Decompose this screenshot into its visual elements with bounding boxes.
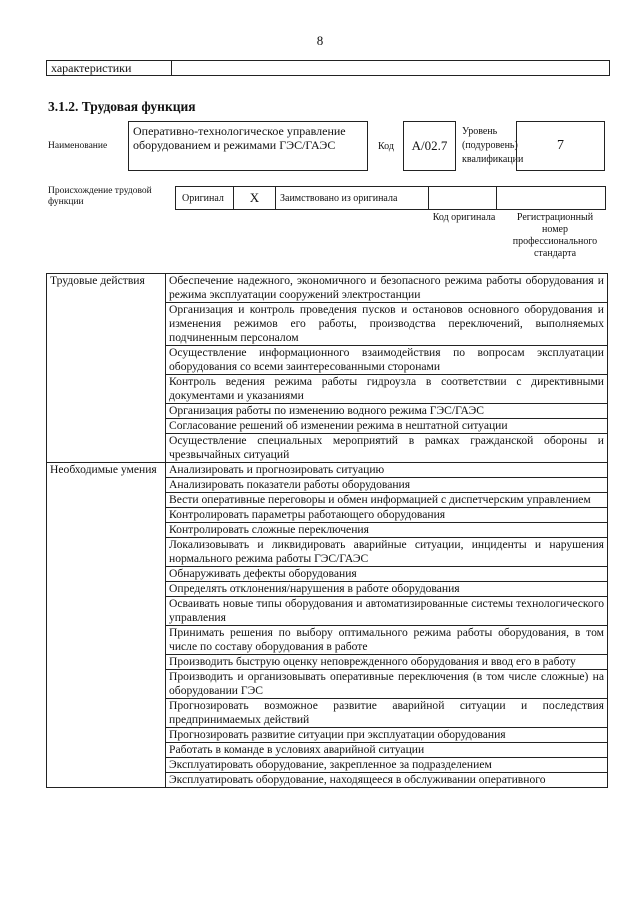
skill-item: Определять отклонения/нарушения в работе оборудования bbox=[166, 582, 608, 597]
original-label: Оригинал bbox=[176, 187, 234, 209]
function-details-table bbox=[46, 273, 608, 788]
code-original-sublabel: Код оригинала bbox=[432, 212, 496, 223]
registration-number-cell bbox=[497, 187, 605, 209]
original-code-cell bbox=[429, 187, 497, 209]
table-row bbox=[47, 463, 608, 478]
section-heading: 3.1.2. Трудовая функция bbox=[48, 99, 196, 114]
previous-table-stub bbox=[46, 60, 610, 76]
name-label: Наименование bbox=[48, 141, 108, 151]
skill-item: Локализовывать и ликвидировать аварийные ситуации, инциденты и нарушения нормального режима работы ГЭС/ГАЭС bbox=[166, 538, 608, 567]
skill-item: Производить и организовывать оперативные переключения (в том числе сложные) на оборудовании ГЭС bbox=[166, 670, 608, 699]
code-label: Код bbox=[378, 141, 394, 152]
origin-label: Происхождение трудовой функции bbox=[48, 186, 152, 207]
labor-action-item: Согласование решений об изменении режима в нештатной ситуации bbox=[166, 419, 608, 434]
skill-item: Производить быструю оценку неповрежденного оборудования и ввод его в работу bbox=[166, 655, 608, 670]
skill-item: Анализировать и прогнозировать ситуацию bbox=[166, 463, 608, 478]
labor-action-category: Трудовые действия bbox=[47, 274, 166, 463]
labor-action-item: Организация работы по изменению водного режима ГЭС/ГАЭС bbox=[166, 404, 608, 419]
function-name-box: Оперативно-технологическое управление оборудованием и режимами ГЭС/ГАЭС bbox=[128, 121, 368, 171]
skill-item: Контролировать параметры работающего оборудования bbox=[166, 508, 608, 523]
skill-item: Прогнозировать возможное развитие аварийной ситуации и последствия предпринимаемых действий bbox=[166, 699, 608, 728]
skill-item: Эксплуатировать оборудование, закрепленное за подразделением bbox=[166, 758, 608, 773]
skill-item: Осваивать новые типы оборудования и автоматизированные системы технологического управления bbox=[166, 597, 608, 626]
qualification-level-box: 7 bbox=[516, 121, 605, 171]
skill-item: Обнаруживать дефекты оборудования bbox=[166, 567, 608, 582]
labor-action-item: Осуществление информационного взаимодействия по вопросам эксплуатации оборудования со всеми заинтересованными сторонами bbox=[166, 346, 608, 375]
skill-item: Вести оперативные переговоры и обмен информацией с диспетчерским управлением bbox=[166, 493, 608, 508]
level-label: Уровень (подуровень) квалификации bbox=[462, 126, 524, 165]
labor-action-item: Контроль ведения режима работы гидроузла в соответствии с директивными документами и указаниями bbox=[166, 375, 608, 404]
table-row bbox=[47, 274, 608, 303]
labor-action-item: Организация и контроль проведения пусков и остановов основного оборудования и изменения режимов его работы, производства переключений, выполняемых подчиненным персоналом bbox=[166, 303, 608, 346]
skill-item: Прогнозировать развитие ситуации при эксплуатации оборудования bbox=[166, 728, 608, 743]
skill-item: Эксплуатировать оборудование, находящееся в обслуживании оперативного bbox=[166, 773, 608, 788]
stub-label: характеристики bbox=[47, 61, 172, 75]
registration-number-sublabel: Регистрационный номер профессионального стандарта bbox=[512, 212, 598, 259]
borrowed-label: Заимствовано из оригинала bbox=[276, 187, 429, 209]
skill-item: Анализировать показатели работы оборудования bbox=[166, 478, 608, 493]
skill-item: Контролировать сложные переключения bbox=[166, 523, 608, 538]
page-number: 8 bbox=[316, 33, 324, 48]
original-mark: X bbox=[234, 187, 276, 209]
origin-table bbox=[175, 186, 606, 210]
labor-action-item: Осуществление специальных мероприятий в рамках гражданской обороны и чрезвычайных ситуаций bbox=[166, 434, 608, 463]
skill-item: Работать в команде в условиях аварийной ситуации bbox=[166, 743, 608, 758]
skill-item: Принимать решения по выбору оптимального режима работы оборудования, в том числе по составу оборудования в работе bbox=[166, 626, 608, 655]
skill-category: Необходимые умения bbox=[47, 463, 166, 788]
function-code-box: А/02.7 bbox=[403, 121, 456, 171]
labor-action-item: Обеспечение надежного, экономичного и безопасного режима работы оборудования и режима эксплуатации сооружений электростанции bbox=[166, 274, 608, 303]
